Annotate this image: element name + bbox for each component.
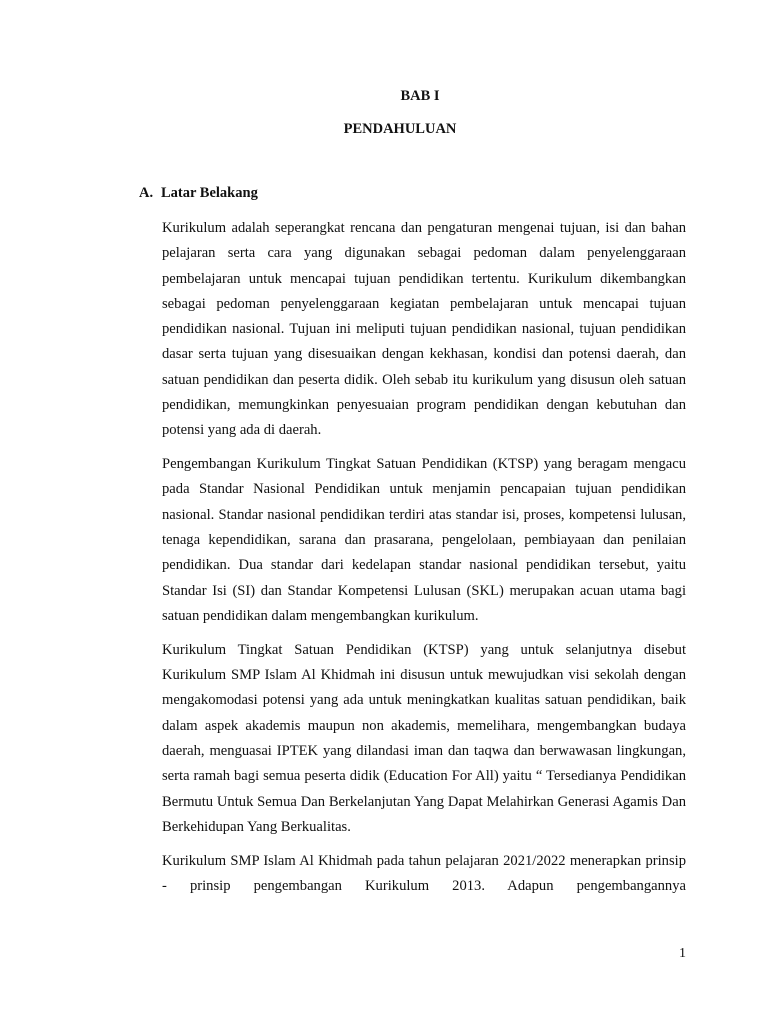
paragraph-4: Kurikulum SMP Islam Al Khidmah pada tahun pelajaran 2021/2022 menerapkan prinsip - prinsip pengembangan Kurikulum 2013. Adapun pengembangannya [162,852,686,894]
paragraph-3: Kurikulum Tingkat Satuan Pendidikan (KTSP) yang untuk selanjutnya disebut Kurikulum SMP Islam Al Khidmah ini disusun untuk mewujudkan visi sekolah dengan mengakomodasi potensi yang ada untuk meningkatkan kualitas satuan pendidikan, baik dalam aspek akademis maupun non akademis, memelihara, mengembangkan budaya daerah, menguasai IPTEK yang dilandasi iman dan taqwa dan berwawasan lingkungan, serta ramah bagi semua peserta didik (Education For All) yaitu “ Tersedianya Pendidikan Bermutu Untuk Semua Dan Berkelanjutan Yang Dapat Melahirkan Generasi Agamis Dan Berkehidupan Yang Berkualitas. [162,641,686,835]
chapter-number: BAB I [400,88,440,104]
body-text [162,216,686,908]
paragraph-1: Kurikulum adalah seperangkat rencana dan pengaturan mengenai tujuan, isi dan bahan pelajaran serta cara yang digunakan sebagai pedoman dalam penyelenggaraan pembelajaran untuk mencapai tujuan pendidikan tertentu. Kurikulum dikembangkan sebagai pedoman penyelenggaraan kegiatan pembelajaran untuk mencapai tujuan pendidikan nasional. Tujuan ini meliputi tujuan pendidikan nasional, tujuan pendidikan dasar serta tujuan yang disesuaikan dengan kekhasan, kondisi dan potensi daerah, dan satuan pendidikan dan peserta didik. Oleh sebab itu kurikulum yang disusun oleh satuan pendidikan, memungkinkan penyesuaian program pendidikan dengan kebutuhan dan potensi yang ada di daerah. [162,220,686,439]
chapter-title: PENDAHULUAN [343,121,457,137]
section-heading [139,185,258,202]
page-number: 1 [679,946,686,961]
paragraph-2: Pengembangan Kurikulum Tingkat Satuan Pendidikan (KTSP) yang beragam mengacu pada Standar Nasional Pendidikan untuk menjamin pencapaian tujuan pendidikan nasional. Standar nasional pendidikan terdiri atas standar isi, proses, kompetensi lulusan, tenaga kependidikan, sarana dan prasarana, pengelolaan, pembiayaan dan penilaian pendidikan. Dua standar dari kedelapan standar nasional pendidikan tersebut, yaitu Standar Isi (SI) dan Standar Kompetensi Lulusan (SKL) merupakan acuan utama bagi satuan pendidikan dalam mengembangkan kurikulum. [162,456,686,624]
section-marker: A. [139,185,154,201]
section-title: Latar Belakang [161,185,258,201]
